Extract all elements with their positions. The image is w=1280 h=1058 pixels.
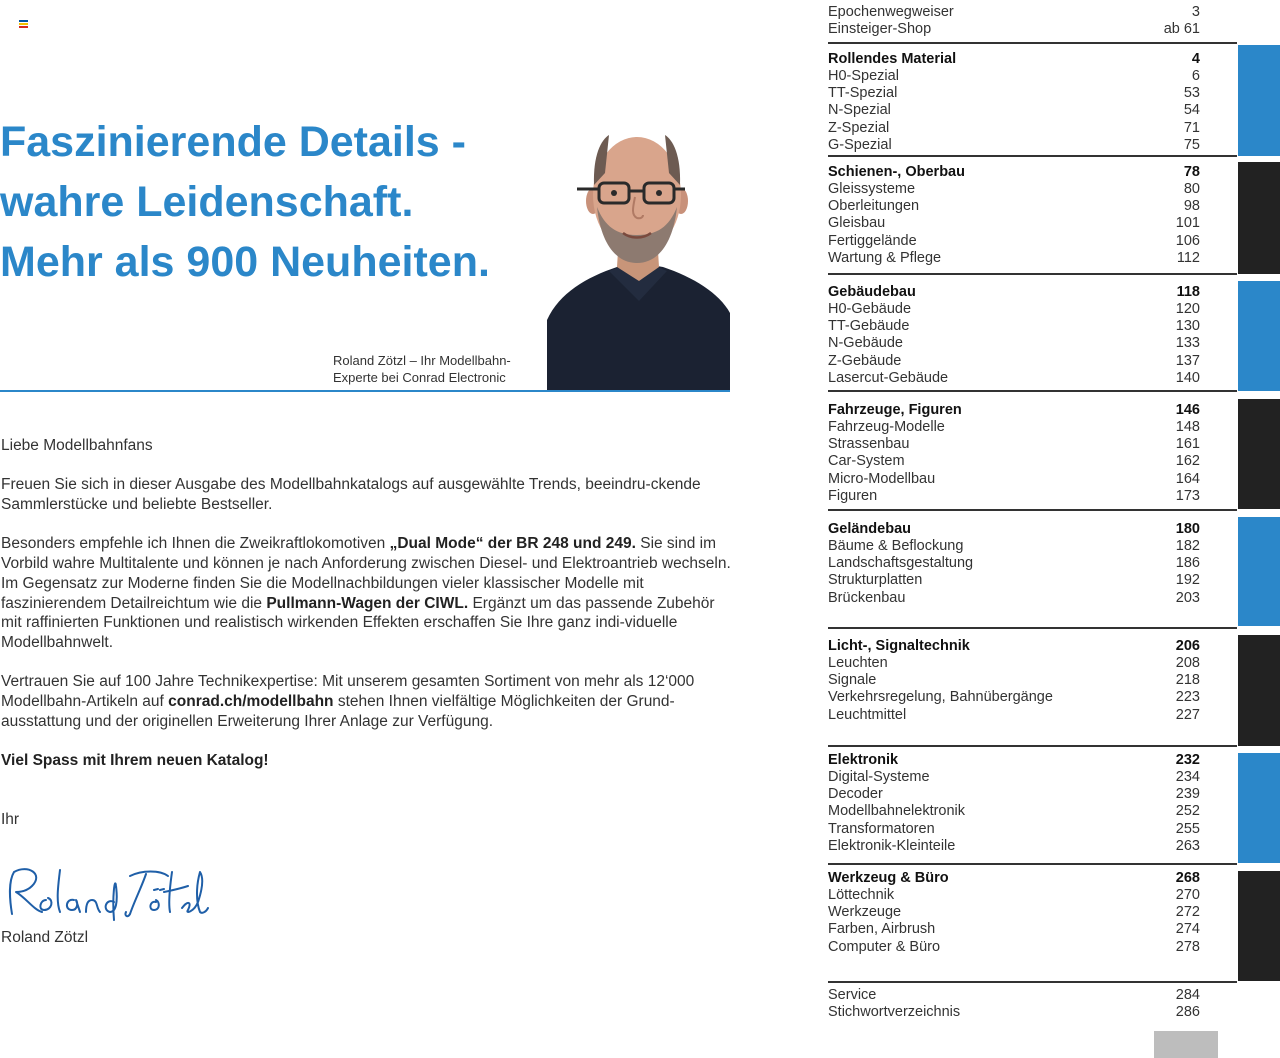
toc-entry-page: 112 bbox=[1176, 249, 1200, 266]
toc-entry[interactable] bbox=[828, 769, 1200, 786]
toc-entry[interactable] bbox=[828, 471, 1200, 488]
toc-section-divider bbox=[828, 981, 1237, 983]
toc-entry-page: 223 bbox=[1175, 689, 1200, 706]
toc-entry[interactable] bbox=[828, 838, 1200, 855]
toc-entry[interactable] bbox=[828, 638, 1200, 655]
toc-entry-page: 164 bbox=[1175, 470, 1200, 487]
website-link[interactable]: conrad.ch/modellbahn bbox=[168, 693, 334, 711]
section-tab-marker[interactable] bbox=[1238, 281, 1280, 391]
toc-section-divider bbox=[828, 155, 1237, 157]
toc-entry-label: Modellbahnelektronik bbox=[828, 803, 966, 820]
section-tab-marker[interactable] bbox=[1238, 517, 1280, 626]
toc-entry-page: 186 bbox=[1175, 555, 1200, 572]
caption-line-2: Experte bei Conrad Electronic bbox=[333, 370, 506, 385]
toc-entry-label: H0-Gebäude bbox=[828, 301, 912, 318]
table-of-contents bbox=[828, 0, 1280, 1058]
toc-entry-label: Wartung & Pflege bbox=[828, 249, 942, 266]
toc-entry[interactable] bbox=[828, 215, 1200, 232]
toc-entry-page: 218 bbox=[1175, 672, 1200, 689]
toc-entry-page: 161 bbox=[1175, 436, 1200, 453]
toc-entry-label: Oberleitungen bbox=[828, 198, 920, 215]
toc-section-divider bbox=[828, 273, 1237, 275]
section-tab-marker[interactable] bbox=[1238, 753, 1280, 863]
toc-entry-label: Farben, Airbrush bbox=[828, 921, 936, 938]
toc-entry-label: Leuchten bbox=[828, 655, 888, 672]
toc-entry-page: 272 bbox=[1175, 904, 1200, 921]
toc-entry-page: 278 bbox=[1175, 938, 1200, 955]
toc-entry-label: Schienen-, Oberbau bbox=[828, 164, 965, 180]
toc-entry[interactable] bbox=[828, 870, 1200, 887]
toc-entry-page: 80 bbox=[1183, 181, 1200, 198]
toc-entry-label: Micro-Modellbau bbox=[828, 470, 936, 487]
toc-entry-page: 3 bbox=[1191, 4, 1200, 20]
toc-entry[interactable] bbox=[828, 689, 1200, 706]
toc-entry-page: 78 bbox=[1183, 164, 1200, 180]
toc-entry[interactable] bbox=[828, 233, 1200, 250]
toc-entry[interactable] bbox=[828, 752, 1200, 769]
section-tab-marker[interactable] bbox=[1238, 162, 1280, 274]
toc-entry-page: 53 bbox=[1183, 85, 1200, 102]
toc-entry-page: 130 bbox=[1175, 318, 1200, 335]
toc-entry-label: Decoder bbox=[828, 786, 883, 803]
toc-entry-page: 140 bbox=[1175, 369, 1200, 386]
toc-entry[interactable] bbox=[828, 284, 1200, 301]
caption-line-1: Roland Zötzl – Ihr Modellbahn- bbox=[333, 353, 511, 368]
toc-entry-page: 284 bbox=[1175, 987, 1200, 1003]
toc-entry-label: TT-Spezial bbox=[828, 85, 898, 102]
toc-section-divider bbox=[828, 509, 1237, 511]
toc-entry-page: 263 bbox=[1175, 837, 1200, 854]
p3-text-2: stehen Ihnen vielfältige Möglichkeiten der Grund-ausstattung und der originellen Erweiterung Ihrer Anlage zur Verfügung. bbox=[1, 693, 675, 730]
toc-entry-page: 286 bbox=[1175, 1004, 1200, 1021]
toc-entry-label: Fahrzeug-Modelle bbox=[828, 419, 945, 436]
toc-entry-label: Z-Spezial bbox=[828, 119, 890, 136]
toc-entry-label: Bäume & Beflockung bbox=[828, 538, 964, 555]
toc-entry-label: Gleissysteme bbox=[828, 181, 916, 198]
toc-entry[interactable] bbox=[828, 987, 1200, 1004]
toc-entry-label: Gebäudebau bbox=[828, 284, 916, 300]
toc-entry[interactable] bbox=[828, 85, 1200, 102]
toc-entry-label: Strukturplatten bbox=[828, 572, 923, 589]
editorial-letter bbox=[1, 436, 736, 850]
toc-entry-label: Gleisbau bbox=[828, 215, 886, 232]
toc-entry-page: 268 bbox=[1175, 870, 1200, 886]
toc-entry-page: 182 bbox=[1175, 538, 1200, 555]
toc-entry[interactable] bbox=[828, 572, 1200, 589]
toc-entry-page: 270 bbox=[1175, 887, 1200, 904]
toc-entry[interactable] bbox=[828, 318, 1200, 335]
toc-entry-page: 192 bbox=[1175, 572, 1200, 589]
toc-entry-page: 98 bbox=[1183, 198, 1200, 215]
toc-entry-label: Epochenwegweiser bbox=[828, 4, 954, 20]
toc-entry-label: Geländebau bbox=[828, 521, 911, 537]
toc-entry-label: Strassenbau bbox=[828, 436, 910, 453]
toc-entry[interactable] bbox=[828, 419, 1200, 436]
toc-entry-page: 234 bbox=[1175, 769, 1200, 786]
toc-entry-label: H0-Spezial bbox=[828, 68, 899, 85]
toc-entry-page: 206 bbox=[1175, 638, 1200, 654]
toc-entry-label: Elektronik-Kleinteile bbox=[828, 837, 956, 854]
toc-entry-label: TT-Gebäude bbox=[828, 318, 910, 335]
toc-section-divider bbox=[828, 42, 1237, 44]
p2-text-2: Sie sind im Vorbild wahre Multitalente und können je nach Anforderung zwischen Diesel- und Elektroantrieb wechseln. Im Gegensatz zur Moderne finden Sie die Modellnachbildungen vieler klassischer Modelle mit faszinierendem Detailreichtum wie die bbox=[1, 535, 731, 612]
toc-entry-label: Z-Gebäude bbox=[828, 352, 902, 369]
section-tab-marker[interactable] bbox=[1238, 399, 1280, 509]
toc-entry-label: Verkehrsregelung, Bahnübergänge bbox=[828, 689, 1053, 706]
toc-entry-label: N-Spezial bbox=[828, 102, 891, 119]
toc-entry-page: 239 bbox=[1175, 786, 1200, 803]
toc-entry-page: 162 bbox=[1175, 453, 1200, 470]
toc-entry-label: G-Spezial bbox=[828, 136, 892, 153]
letter-greeting: Liebe Modellbahnfans bbox=[1, 437, 153, 454]
toc-entry-page: 208 bbox=[1175, 655, 1200, 672]
letter-paragraph-2 bbox=[1, 534, 736, 652]
toc-entry[interactable] bbox=[828, 488, 1200, 505]
toc-entry[interactable] bbox=[828, 887, 1200, 904]
headline-line-3: Mehr als 900 Neuheiten. bbox=[0, 238, 490, 286]
author-portrait bbox=[547, 115, 730, 391]
toc-entry-label: Car-System bbox=[828, 453, 905, 470]
toc-entry[interactable] bbox=[828, 803, 1200, 820]
toc-entry-page: 75 bbox=[1183, 136, 1200, 153]
toc-entry[interactable] bbox=[828, 51, 1200, 68]
toc-entry-label: Fahrzeuge, Figuren bbox=[828, 402, 962, 418]
toc-entry-label: Service bbox=[828, 987, 877, 1003]
toc-entry-label: Transformatoren bbox=[828, 820, 935, 837]
toc-entry[interactable] bbox=[828, 904, 1200, 921]
headline-line-2: wahre Leidenschaft. bbox=[0, 178, 414, 226]
toc-entry-label: Einsteiger-Shop bbox=[828, 21, 932, 38]
toc-entry[interactable] bbox=[828, 164, 1200, 181]
toc-entry-page: 133 bbox=[1175, 335, 1200, 352]
toc-entry[interactable] bbox=[828, 436, 1200, 453]
toc-entry[interactable] bbox=[828, 555, 1200, 572]
toc-entry-label: Lasercut-Gebäude bbox=[828, 369, 949, 386]
toc-entry-label: Fertiggelände bbox=[828, 232, 917, 249]
letter-ihr: Ihr bbox=[1, 811, 20, 829]
toc-entry[interactable] bbox=[828, 538, 1200, 555]
toc-entry-label: Signale bbox=[828, 672, 877, 689]
letter-paragraph-3 bbox=[1, 672, 736, 731]
p2-bold-1: „Dual Mode“ der BR 248 und 249. bbox=[389, 535, 636, 553]
toc-section-divider bbox=[828, 627, 1237, 629]
toc-entry-page: 255 bbox=[1175, 820, 1200, 837]
section-tab-marker[interactable] bbox=[1238, 871, 1280, 981]
toc-entry[interactable] bbox=[828, 921, 1200, 938]
toc-entry-label: Licht-, Signaltechnik bbox=[828, 638, 970, 654]
toc-entry[interactable] bbox=[828, 120, 1200, 137]
toc-entry-label: Werkzeug & Büro bbox=[828, 870, 949, 886]
handwritten-signature bbox=[2, 862, 212, 924]
toc-entry[interactable] bbox=[828, 655, 1200, 672]
toc-entry-page: 203 bbox=[1175, 589, 1200, 606]
toc-entry[interactable] bbox=[828, 102, 1200, 119]
toc-entry-page: 101 bbox=[1175, 215, 1200, 232]
toc-entry-page: 106 bbox=[1175, 232, 1200, 249]
toc-entry-page: 118 bbox=[1176, 284, 1200, 300]
p2-text-3: Ergänzt um das passende Zubehör mit raffinierten Funktionen und realistisch wirkenden Effekten erschaffen Sie Ihre ganz indi-viduelle Modellbahnwelt. bbox=[1, 594, 715, 651]
toc-entry-page: 180 bbox=[1175, 521, 1200, 537]
toc-entry[interactable] bbox=[828, 198, 1200, 215]
author-name: Roland Zötzl bbox=[1, 929, 89, 946]
toc-entry-page: 137 bbox=[1175, 352, 1200, 369]
letter-paragraph-1: Freuen Sie sich in dieser Ausgabe des Modellbahnkatalogs auf ausgewählte Trends, beeindru-ckende Sammlerstücke und beliebte Bestseller. bbox=[1, 476, 701, 514]
toc-entry-page: 71 bbox=[1183, 119, 1200, 136]
toc-entry-label: Digital-Systeme bbox=[828, 769, 930, 786]
toc-entry-label: Elektronik bbox=[828, 752, 899, 768]
toc-section-divider bbox=[828, 863, 1237, 865]
flag-icon[interactable] bbox=[19, 20, 28, 27]
toc-entry-label: Werkzeuge bbox=[828, 904, 902, 921]
toc-entry-label: Stichwortverzeichnis bbox=[828, 1004, 961, 1021]
toc-entry[interactable] bbox=[828, 335, 1200, 352]
p3-text-1: Vertrauen Sie auf 100 Jahre Technikexpertise: Mit unserem gesamten Sortiment von mehr als 12‘000 Modellbahn-Artikeln auf bbox=[1, 673, 695, 711]
toc-entry-page: 148 bbox=[1175, 419, 1200, 436]
toc-entry[interactable] bbox=[828, 786, 1200, 803]
toc-entry-page: 146 bbox=[1175, 402, 1200, 418]
toc-entry[interactable] bbox=[828, 821, 1200, 838]
toc-entry[interactable] bbox=[828, 68, 1200, 85]
toc-entry[interactable] bbox=[828, 707, 1200, 724]
toc-entry-page: 120 bbox=[1175, 301, 1200, 318]
toc-entry-label: Leuchtmittel bbox=[828, 706, 907, 723]
p2-bold-2: Pullmann-Wagen der CIWL. bbox=[266, 594, 469, 612]
toc-entry-label: Brückenbau bbox=[828, 589, 906, 606]
p2-text-1: Besonders empfehle ich Ihnen die Zweikraftlokomotiven bbox=[1, 535, 390, 553]
toc-entry[interactable] bbox=[828, 181, 1200, 198]
blue-divider bbox=[0, 390, 730, 392]
toc-entry-page: 54 bbox=[1183, 102, 1200, 119]
toc-entry[interactable] bbox=[828, 672, 1200, 689]
toc-section-divider bbox=[828, 390, 1237, 392]
toc-entry-label: Figuren bbox=[828, 487, 878, 504]
toc-entry[interactable] bbox=[828, 590, 1200, 607]
toc-entry[interactable] bbox=[828, 370, 1200, 387]
toc-entry-label: Rollendes Material bbox=[828, 51, 957, 67]
headline-line-1: Faszinierende Details - bbox=[0, 118, 466, 166]
toc-entry-page: 4 bbox=[1191, 51, 1200, 67]
toc-section-divider bbox=[828, 745, 1237, 747]
toc-entry[interactable] bbox=[828, 353, 1200, 370]
toc-entry[interactable] bbox=[828, 1004, 1200, 1021]
toc-entry[interactable] bbox=[828, 21, 1200, 38]
toc-entry-label: Landschaftsgestaltung bbox=[828, 555, 974, 572]
toc-entry[interactable] bbox=[828, 939, 1200, 956]
toc-entry-page: 173 bbox=[1175, 487, 1200, 504]
toc-entry[interactable] bbox=[828, 4, 1200, 21]
letter-closing: Viel Spass mit Ihrem neuen Katalog! bbox=[1, 752, 269, 770]
portrait-caption bbox=[333, 352, 543, 386]
toc-entry-page: 6 bbox=[1191, 68, 1200, 85]
section-tab-marker[interactable] bbox=[1238, 635, 1280, 746]
toc-entry[interactable] bbox=[828, 402, 1200, 419]
toc-entry[interactable] bbox=[828, 453, 1200, 470]
toc-entry-label: Computer & Büro bbox=[828, 938, 941, 955]
toc-entry-page: 232 bbox=[1175, 752, 1200, 768]
headline bbox=[0, 112, 560, 292]
toc-entry[interactable] bbox=[828, 137, 1200, 154]
toc-entry-page: 274 bbox=[1175, 921, 1200, 938]
toc-entry-page: 252 bbox=[1175, 803, 1200, 820]
toc-entry-label: Löttechnik bbox=[828, 887, 895, 904]
toc-entry-label: N-Gebäude bbox=[828, 335, 903, 352]
toc-entry[interactable] bbox=[828, 301, 1200, 318]
section-tab-marker[interactable] bbox=[1238, 45, 1280, 156]
toc-entry-page: ab 61 bbox=[1163, 21, 1200, 38]
toc-entry[interactable] bbox=[828, 521, 1200, 538]
section-tab-marker[interactable] bbox=[1154, 1031, 1218, 1058]
toc-entry[interactable] bbox=[828, 250, 1200, 267]
toc-entry-page: 227 bbox=[1175, 706, 1200, 723]
